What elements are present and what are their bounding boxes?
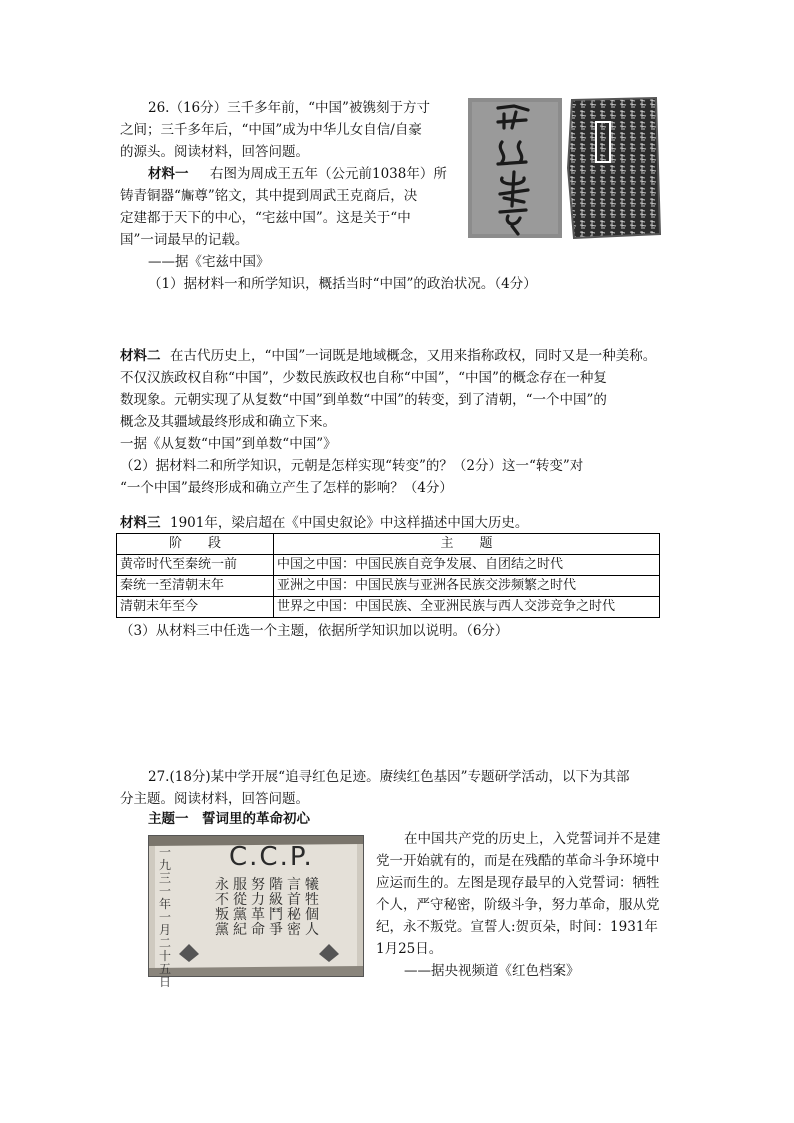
table-cell: 亚洲之中国：中国民族与亚洲各民族交涉频繁之时代 [274,576,660,597]
inscription-rubbing-image [568,98,660,238]
theme-1-para-line2: 党一开始就有的，而是在残酷的革命斗争环境中 [376,853,660,869]
inscription-detail-image [468,98,562,238]
oath-column: 犧牲個人 [305,877,319,938]
oath-text-block [209,878,329,958]
table-cell: 秦统一至清朝末年 [117,576,274,597]
oath-column: 永不叛黨 [215,877,229,938]
material-1-line1: 右图为周成王五年（公元前1038年）所 [210,166,447,182]
question-26-2-line1: （2）据材料二和所学知识，元朝是怎样实现“转变”的？（2分）这一“转变”对 [120,458,584,474]
theme-1-title: 主题一 誓词里的革命初心 [148,811,310,827]
material-2-line4: 概念及其疆域最终形成和确立下来。 [120,414,336,430]
material-3-label: 材料三 [120,515,161,531]
oath-column: 努力革命 [251,877,265,938]
table-header-row [117,534,660,555]
q26-intro-line2: 之间；三千多年后，“中国”成为中华儿女自信/自豪 [120,122,422,138]
table-row [117,597,660,618]
table-row [117,576,660,597]
material-3-text: 1901年，梁启超在《中国史叙论》中这样描述中国大历史。 [170,515,529,531]
oath-column: 言首秘密 [287,877,301,938]
material-2-source: 一据《从复数“中国”到单数“中国”》 [120,436,337,452]
table-cell: 黄帝时代至秦统一前 [117,555,274,576]
theme-1-para-line4: 个人，严守秘密，阶级斗争，努力革命，服从党 [376,897,660,913]
q26-intro-line3: 的源头。阅读材料，回答问题。 [120,144,309,160]
material-1-source: ——据《宅兹中国》 [148,254,270,270]
theme-1-para-line1: 在中国共产党的历史上，入党誓词并不是建 [404,831,661,847]
table-cell: 中国之中国：中国民族自竞争发展、自团结之时代 [274,555,660,576]
material-1-line3: 定建都于天下的中心，“宅兹中国”。这是关于“中 [120,210,411,226]
material-1-label: 材料一 [148,166,189,182]
material-2-line1: 在古代历史上，“中国”一词既是地域概念，又用来指称政权，同时又是一种美称。 [170,348,657,364]
theme-1-para-line3: 应运而生的。左图是现存最早的入党誓词：牺牲 [376,875,660,891]
q27-intro-line1: 27.(18分)某中学开展“追寻红色足迹。赓续红色基因”专题研学活动，以下为其部 [148,769,630,785]
theme-1-para-line6: 1月25日。 [376,941,443,957]
table-header-stage: 阶 段 [117,534,274,555]
oath-document-image [148,835,364,989]
table-cell: 世界之中国：中国民族、全亚洲民族与西人交涉竞争之时代 [274,597,660,618]
table-row [117,555,660,576]
material-3-table [116,533,660,618]
theme-1-para-line5: 纪，永不叛党。宣誓人:贺页朵，时间：1931年 [376,919,658,935]
question-26-3: （3）从材料三中任选一个主题，依据所学知识加以说明。（6分） [120,623,509,639]
q27-intro-line2: 分主题。阅读材料，回答问题。 [120,791,309,807]
question-26-2-line2: “一个中国”最终形成和确立产生了怎样的影响？（4分） [120,480,453,496]
material-2-label: 材料二 [120,348,161,364]
table-header-theme: 主 题 [274,534,660,555]
oath-date-column: 一九三一年一月二十五日 [159,845,172,989]
oath-column: 服從黨紀 [233,877,247,938]
material-1-line4: 国”一词最早的记载。 [120,232,249,248]
material-1-line2: 铸青铜器“𣄨尊”铭文，其中提到周武王克商后，决 [120,188,418,204]
table-cell: 清朝末年至今 [117,597,274,618]
oath-column: 階級鬥爭 [269,877,283,938]
question-26-1: （1）据材料一和所学知识，概括当时“中国”的政治状况。（4分） [148,276,537,292]
q26-intro-line1: 26.（16分）三千多年前，“中国”被镌刻于方寸 [148,100,430,116]
oath-heading: C.C.P. [229,842,314,872]
material-2-line3: 数现象。元朝实现了从复数“中国”到单数“中国”的转变，到了清朝，“一个中国”的 [120,392,607,408]
material-2-line2: 不仅汉族政权自称“中国”，少数民族政权也自称“中国”，“中国”的概念存在一种复 [120,370,607,386]
theme-1-source: ——据央视频道《红色档案》 [404,963,580,979]
